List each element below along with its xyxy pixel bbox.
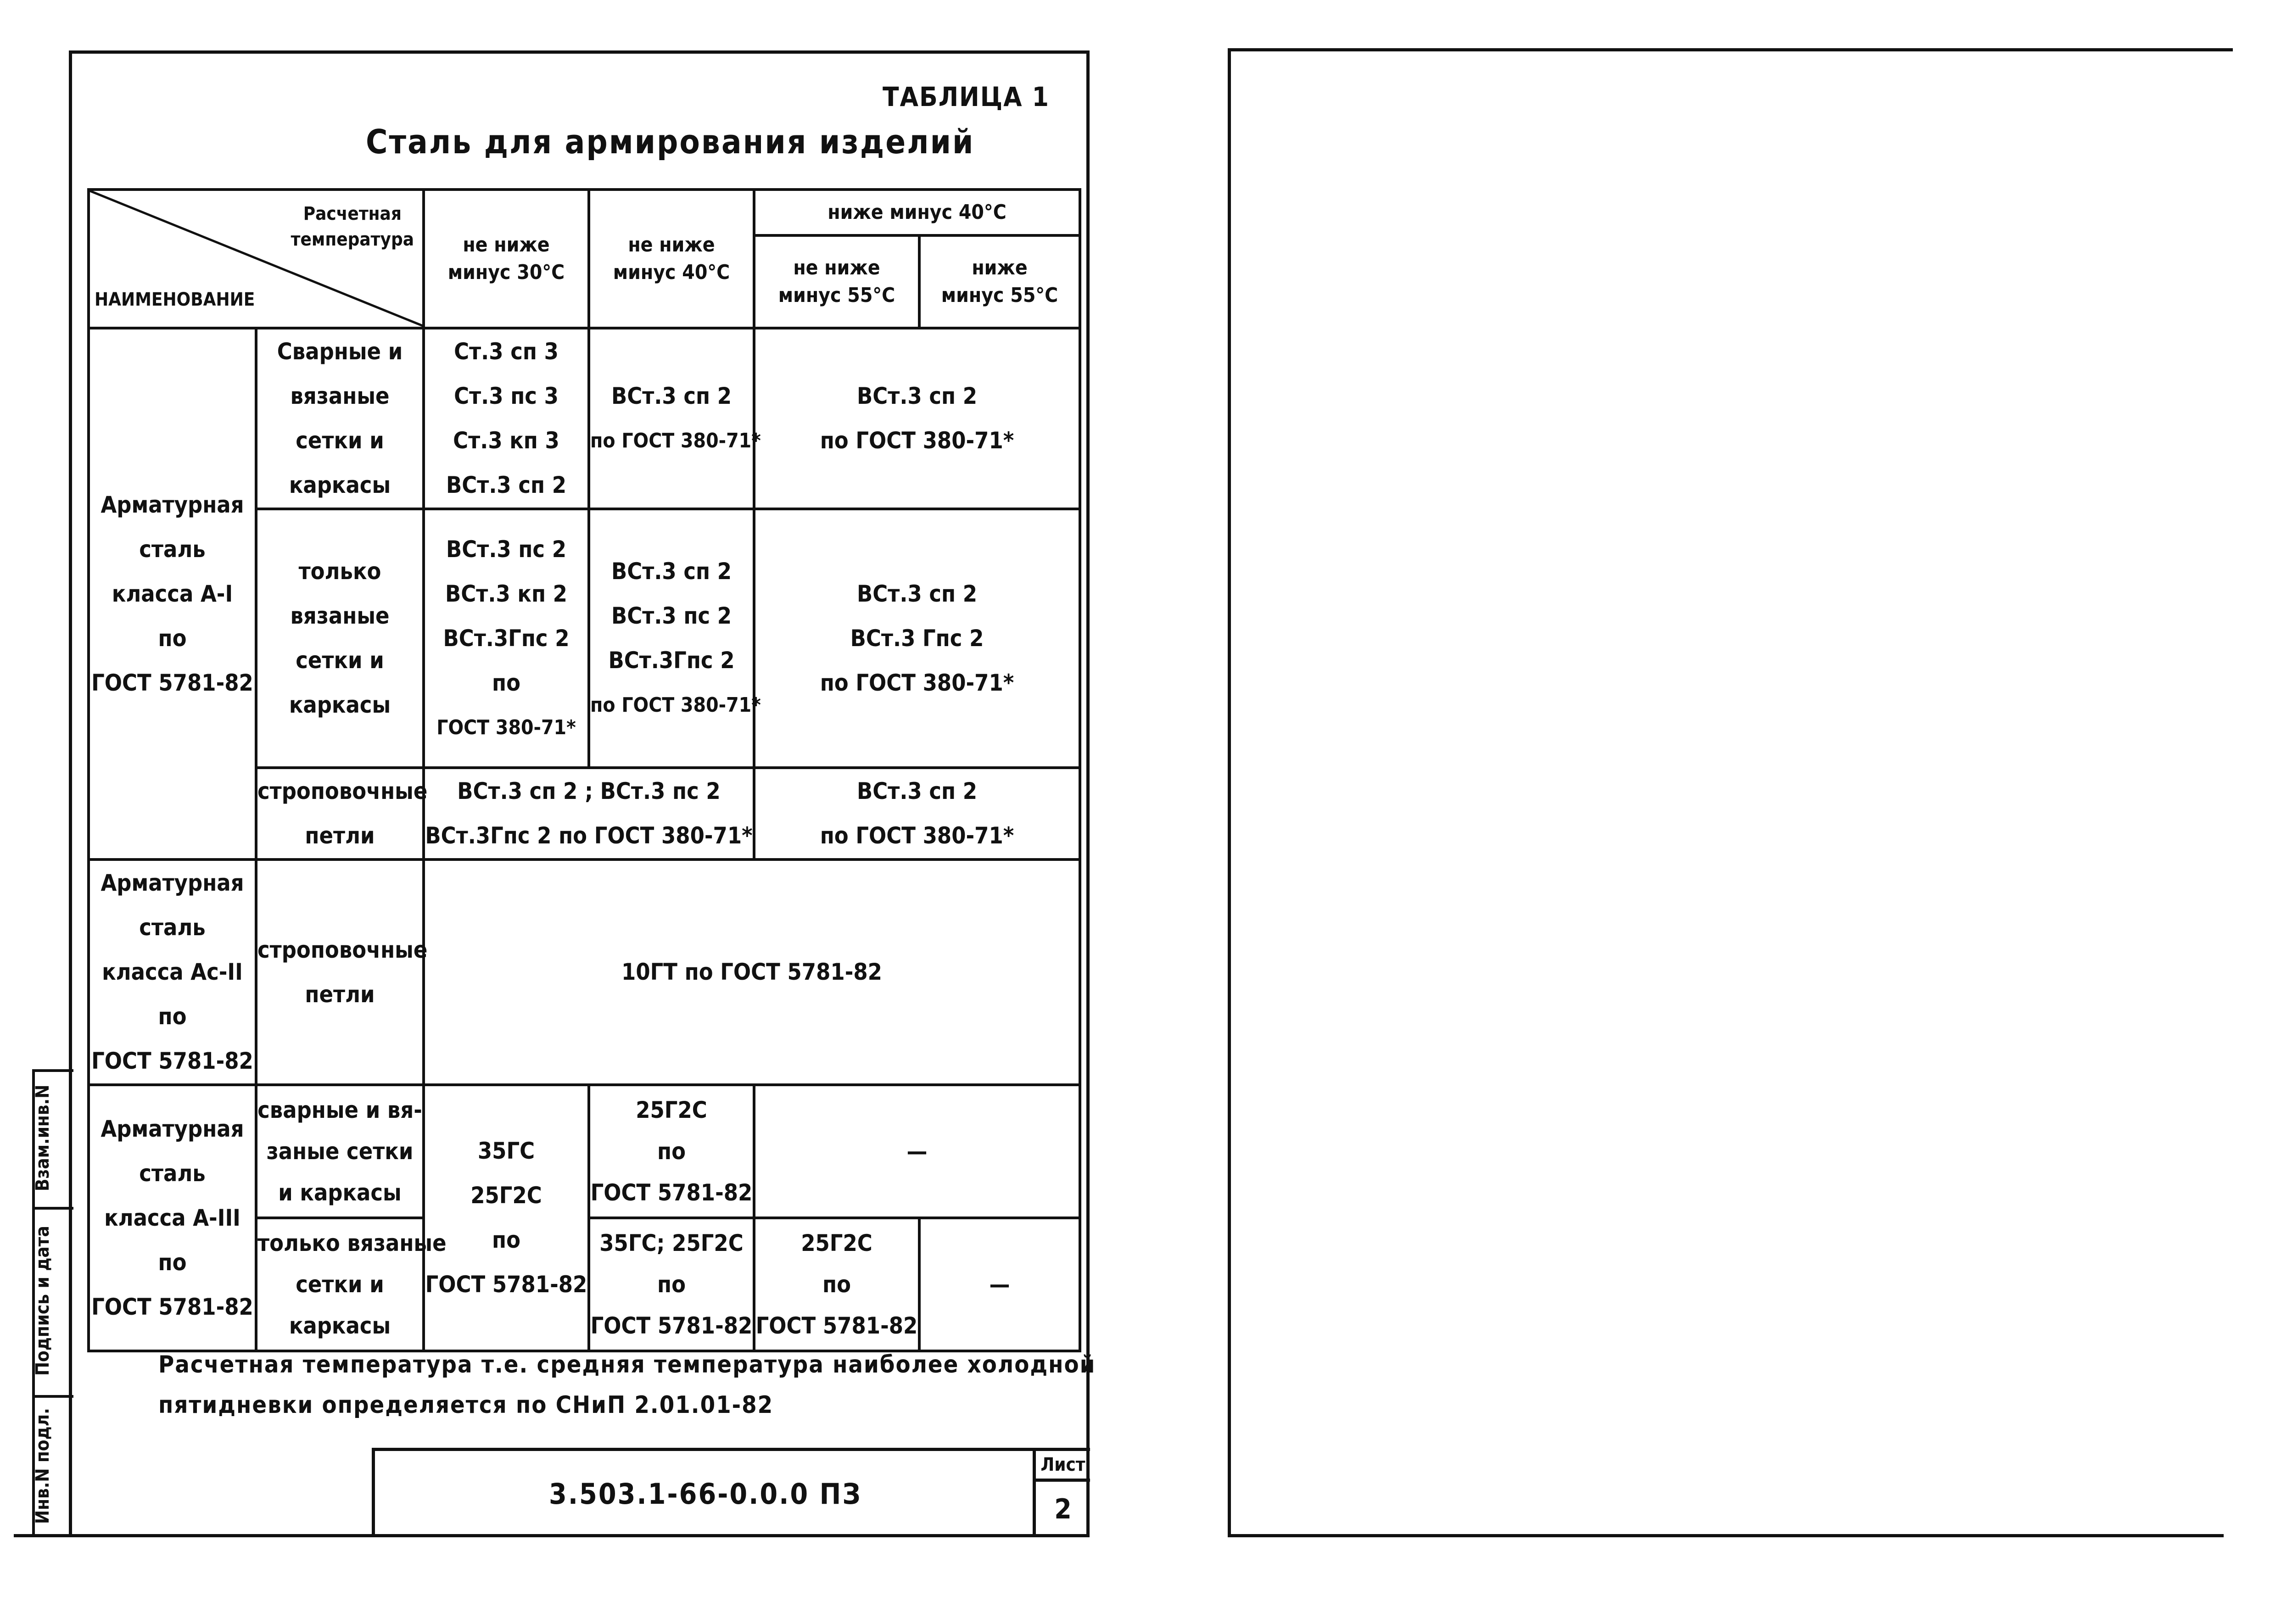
a1-r1-c55: ВСт.3 сп 2 по ГОСТ 380-71*: [754, 328, 1080, 509]
col-header-55a: не ниже минус 55°С: [754, 235, 919, 328]
row-name-a1: Арматурная сталь класса А-I по ГОСТ 5781-82: [89, 328, 256, 859]
corner-label-name: НАИМЕНОВАНИЕ: [95, 289, 255, 310]
title-block: [372, 1448, 1090, 1537]
a1-r2-c55: ВСт.3 сп 2 ВСт.3 Гпс 2 по ГОСТ 380-71*: [754, 509, 1080, 768]
page-title: Сталь для армирования изделий: [366, 123, 975, 161]
steel-table: [87, 188, 1081, 1352]
ac2-label: строповочные петли: [256, 859, 424, 1085]
a1-r2-label: только вязаные сетки и каркасы: [256, 509, 424, 768]
col-header-55b: ниже минус 55°С: [919, 235, 1080, 328]
row-name-ac2: Арматурная сталь класса Ас-II по ГОСТ 5781-82: [89, 859, 256, 1085]
sheet-number: 2: [1054, 1493, 1072, 1525]
col-header-below-40: ниже минус 40°С: [754, 190, 1080, 235]
a1-r2-c40: ВСт.3 сп 2 ВСт.3 пс 2 ВСт.3Гпс 2 по ГОСТ 380-71*: [589, 509, 754, 768]
a1-r1-label: Сварные и вязаные сетки и каркасы: [256, 328, 424, 509]
side-stamp-strip: [14, 1069, 73, 1537]
side-strip-baseline: [14, 1534, 73, 1537]
header-corner-cell: [89, 190, 424, 328]
a3-r2-c40: 35ГС; 25Г2С по ГОСТ 5781-82: [589, 1218, 754, 1351]
ac2-value: 10ГТ по ГОСТ 5781-82: [424, 859, 1080, 1085]
table-number: ТАБЛИЦА 1: [882, 81, 1050, 112]
sheet-number-cell: [1033, 1451, 1090, 1537]
a1-r1-c40: ВСт.3 сп 2 по ГОСТ 380-71*: [589, 328, 754, 509]
a3-r2-label: только вязаные сетки и каркасы: [256, 1218, 424, 1351]
a3-r2-c55a: 25Г2С по ГОСТ 5781-82: [754, 1218, 919, 1351]
sheet-label: Лист: [1036, 1451, 1090, 1482]
side-label-replacement: Взам.инв.N: [32, 1084, 53, 1192]
col-header-30: не ниже минус 30°С: [424, 190, 589, 328]
steel-table-container: [87, 188, 1079, 1345]
side-label-signature: Подпись и дата: [32, 1226, 53, 1376]
document-code: 3.503.1-66-0.0.0 ПЗ: [549, 1477, 862, 1511]
right-sheet-bottom-border: [1228, 1534, 2224, 1537]
footnote: Расчетная температура т.е. средняя температура наиболее холодной пятидневки определяется по СНиП 2.01.01-82: [158, 1351, 1096, 1419]
a1-r3-c30-40: ВСт.3 сп 2 ; ВСт.3 пс 2 ВСт.3Гпс 2 по ГОСТ 380-71*: [424, 768, 754, 859]
corner-label-temperature: Расчетная температура: [291, 203, 414, 250]
a3-c30: 35ГС 25Г2С по ГОСТ 5781-82: [424, 1085, 589, 1351]
side-label-inventory: Инв.N подл.: [32, 1408, 53, 1524]
a3-r1-label: сварные и вя- заные сетки и каркасы: [256, 1085, 424, 1218]
col-header-40: не ниже минус 40°С: [589, 190, 754, 328]
a3-r1-c40: 25Г2С по ГОСТ 5781-82: [589, 1085, 754, 1218]
drawing-sheet-right: [1228, 48, 2233, 1537]
right-sheet-left-border: [1228, 48, 1231, 1537]
a1-r3-label: строповочные петли: [256, 768, 424, 859]
right-sheet-top-border: [1228, 48, 2233, 51]
row-name-a3: Арматурная сталь класса А-III по ГОСТ 5781-82: [89, 1085, 256, 1351]
a3-r1-c55: —: [754, 1085, 1080, 1218]
a3-r2-c55b: —: [919, 1218, 1080, 1351]
a1-r2-c30: ВСт.3 пс 2 ВСт.3 кп 2 ВСт.3Гпс 2 по ГОСТ 380-71*: [424, 509, 589, 768]
a1-r1-c30: Ст.3 сп 3 Ст.3 пс 3 Ст.3 кп 3 ВСт.3 сп 2: [424, 328, 589, 509]
a1-r3-c55: ВСт.3 сп 2 по ГОСТ 380-71*: [754, 768, 1080, 859]
